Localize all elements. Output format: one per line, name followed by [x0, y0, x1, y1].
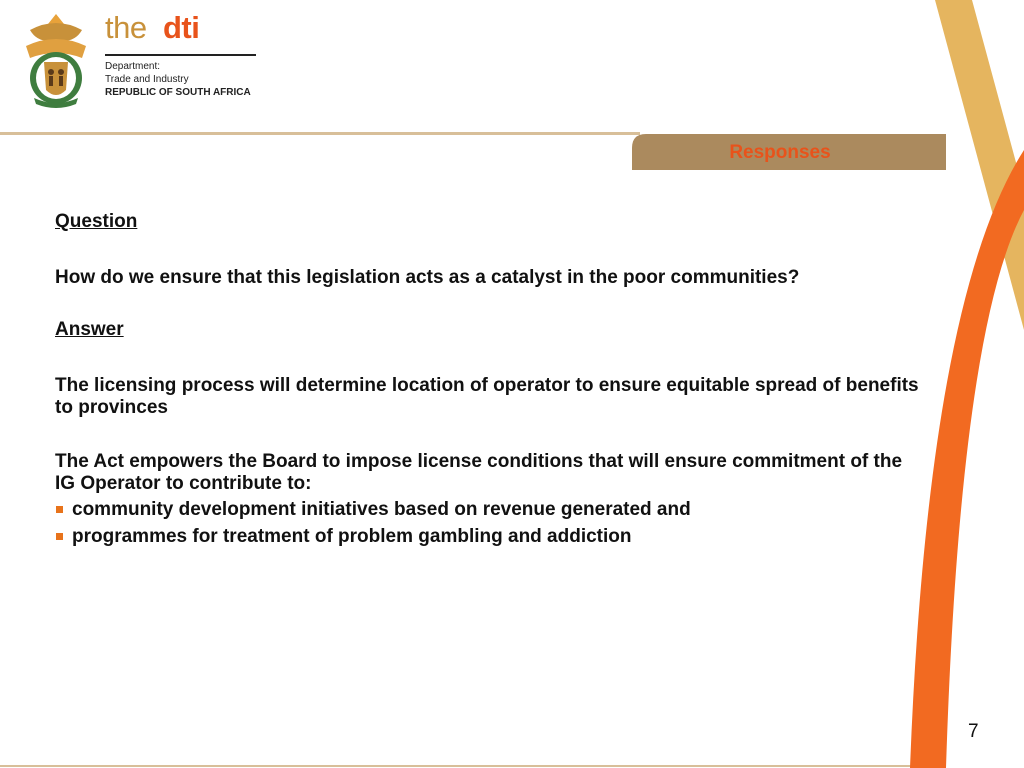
brand-divider: [105, 54, 256, 56]
bullet-list: [55, 499, 925, 548]
brand-the-text: the: [105, 10, 147, 45]
square-bullet-icon: [56, 506, 63, 513]
answer-paragraph-1: The licensing process will determine location of operator to ensure equitable spread of benefits to provinces: [55, 375, 919, 418]
dept-label: Department:: [105, 61, 161, 72]
list-item: [55, 526, 925, 548]
bullet-text: community development initiatives based on revenue generated and: [72, 499, 691, 520]
question-text: How do we ensure that this legislation acts as a catalyst in the poor communities?: [55, 267, 800, 288]
orange-stripe: [910, 150, 1024, 768]
list-item: [55, 499, 925, 521]
answer-paragraph-2: The Act empowers the Board to impose license conditions that will ensure commitment of the IG Operator to contribute to:: [55, 451, 903, 494]
brand-dti-text: dti: [163, 10, 200, 45]
coat-of-arms-icon: [20, 10, 92, 108]
answer-heading: Answer: [55, 319, 124, 340]
dept-country: REPUBLIC OF SOUTH AFRICA: [105, 87, 251, 98]
square-bullet-icon: [56, 533, 63, 540]
slide-body: [55, 211, 925, 553]
page-number: 7: [968, 721, 979, 742]
question-heading: Question: [55, 211, 138, 232]
header-rule: [0, 132, 640, 135]
dept-name: Trade and Industry: [105, 74, 189, 85]
footer-rule: [0, 765, 930, 767]
bullet-text: programmes for treatment of problem gambling and addiction: [72, 526, 632, 547]
slide-title: Responses: [729, 142, 831, 163]
